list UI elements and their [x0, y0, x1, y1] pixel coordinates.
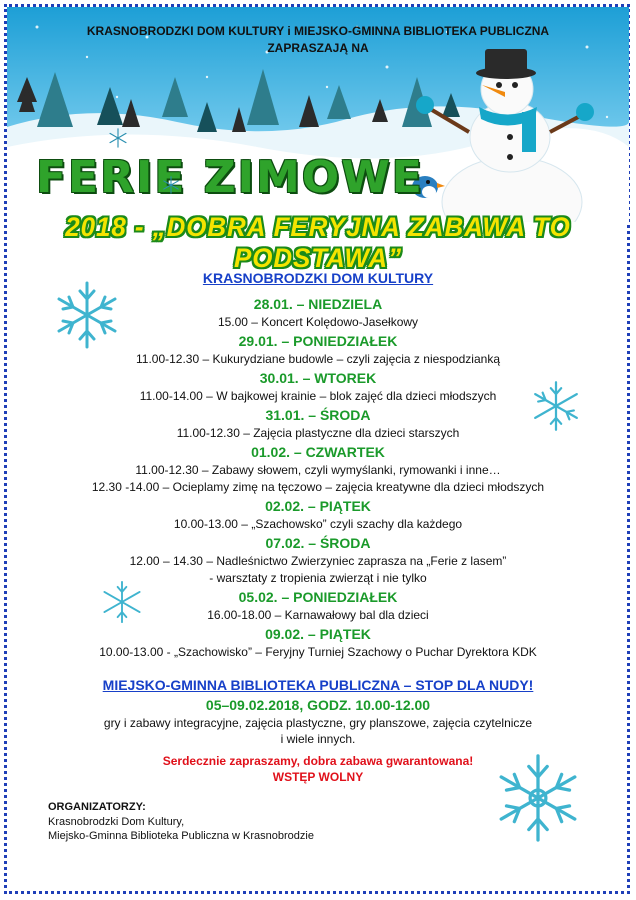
- section-heading-biblioteka: MIEJSKO-GMINNA BIBLIOTEKA PUBLICZNA – STOP DLA NUDY!: [102, 677, 534, 693]
- snowflake-icon: [108, 128, 128, 148]
- invitation-text: Serdecznie zapraszamy, dobra zabawa gwarantowana!: [162, 754, 474, 768]
- snowflake-icon: [530, 380, 582, 432]
- event-title: FERIE ZIMOWE: [36, 152, 424, 203]
- event-line: 11.00-14.00 – W bajkowej krainie – blok zajęć dla dzieci młodszych: [139, 389, 497, 403]
- section-heading-dom-kultury: KRASNOBRODZKI DOM KULTURY: [202, 270, 434, 286]
- event-line: 11.00-12.30 – Zabawy słowem, czyli wymyślanki, rymowanki i inne…: [135, 463, 501, 477]
- event-line: 12.00 – 14.30 – Nadleśnictwo Zwierzyniec zaprasza na „Ferie z lasem”: [129, 554, 507, 568]
- event-line: 11.00-12.30 – Zajęcia plastyczne dla dzieci starszych: [176, 426, 460, 440]
- invite-line: ZAPRASZAJĄ NA: [267, 41, 369, 55]
- library-description: gry i zabawy integracyjne, zajęcia plastyczne, gry planszowe, zajęcia czytelnicze: [103, 716, 533, 730]
- day-heading: 01.02. – CZWARTEK: [251, 444, 385, 460]
- event-line: 10.00-13.00 – „Szachowsko” czyli szachy dla każdego: [173, 517, 463, 531]
- event-line: - warsztaty z tropienia zwierząt i nie tylko: [209, 571, 427, 585]
- day-heading: 30.01. – WTOREK: [259, 370, 377, 386]
- day-heading: 28.01. – NIEDZIELA: [253, 296, 383, 312]
- event-line: 12.30 -14.00 – Ocieplamy zimę na tęczowo – zajęcia kreatywne dla dzieci młodszych: [91, 480, 545, 494]
- day-heading: 09.02. – PIĄTEK: [265, 626, 371, 642]
- event-line: 10.00-13.00 - „Szachowisko” – Feryjny Turniej Szachowy o Puchar Dyrektora KDK: [99, 645, 537, 659]
- organizer-name: Krasnobrodzki Dom Kultury,: [48, 816, 185, 828]
- day-heading: 05.02. – PONIEDZIAŁEK: [238, 589, 398, 605]
- event-line: 16.00-18.00 – Karnawałowy bal dla dzieci: [207, 608, 429, 622]
- free-entry-text: WSTĘP WOLNY: [272, 770, 364, 784]
- event-line: 15.00 – Koncert Kolędowo-Jasełkowy: [217, 315, 419, 329]
- organizers-heading: ORGANIZATORZY:: [48, 801, 146, 813]
- day-heading: 07.02. – ŚRODA: [265, 535, 371, 551]
- day-heading: 31.01. – ŚRODA: [265, 407, 371, 423]
- library-date: 05–09.02.2018, GODZ. 10.00-12.00: [205, 697, 431, 713]
- day-heading: 02.02. – PIĄTEK: [265, 498, 371, 514]
- event-line: 11.00-12.30 – Kukurydziane budowle – czyli zajęcia z niespodzianką: [135, 352, 500, 366]
- organizer-name: Miejsko-Gminna Biblioteka Publiczna w Krasnobrodzie: [48, 830, 314, 842]
- organizers-line: KRASNOBRODZKI DOM KULTURY i MIEJSKO-GMINNA BIBLIOTEKA PUBLICZNA: [86, 24, 550, 38]
- library-description: i wiele innych.: [280, 732, 356, 746]
- event-subtitle: 2018 - „DOBRA FERYJNA ZABAWA TO PODSTAWA”: [65, 212, 571, 273]
- day-heading: 29.01. – PONIEDZIAŁEK: [238, 333, 398, 349]
- snowflake-icon: [162, 176, 180, 194]
